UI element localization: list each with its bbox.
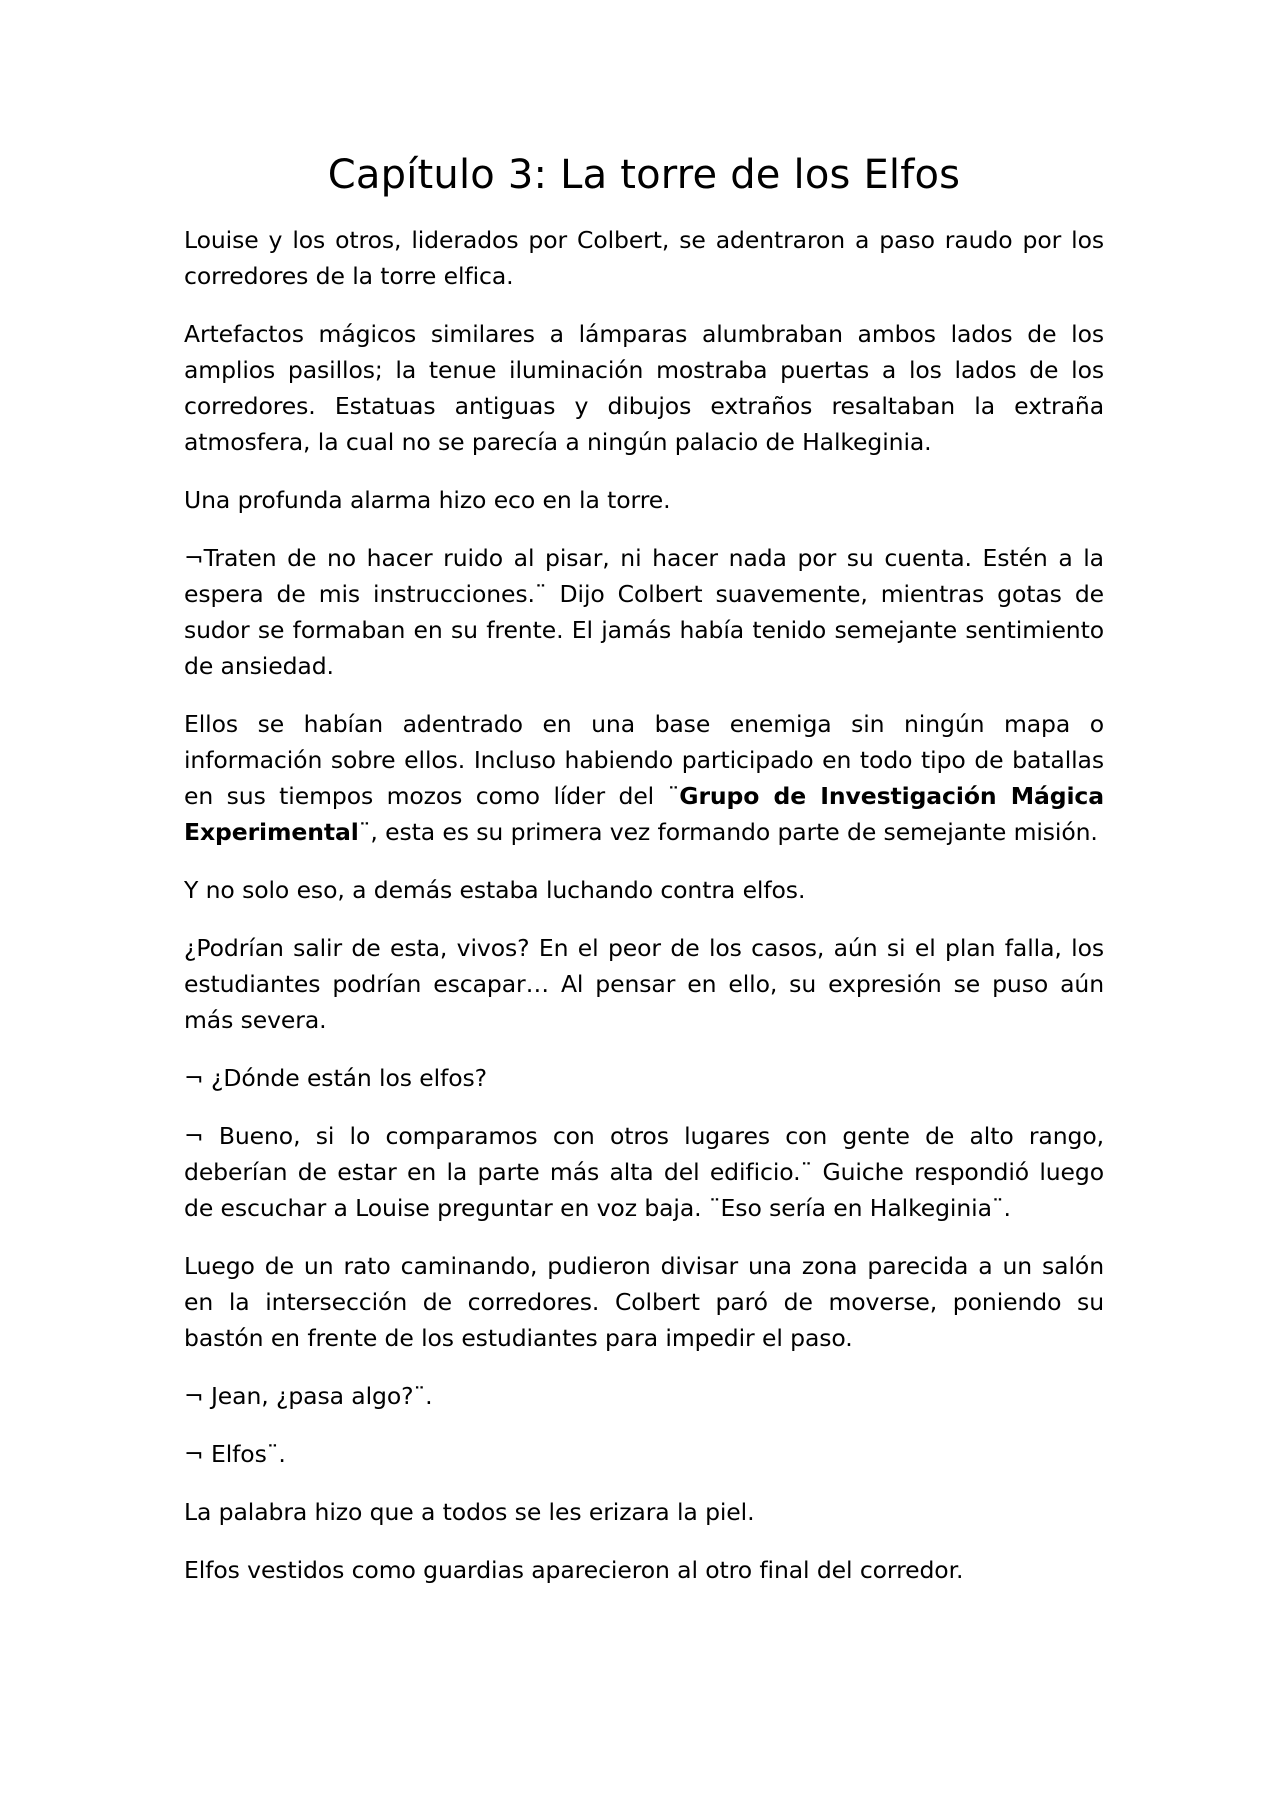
paragraph: Una profunda alarma hizo eco en la torre. xyxy=(184,486,671,514)
dialogue-line: ¬ ¿Dónde están los elfos? xyxy=(184,1064,488,1092)
dialogue-line: ¬ Jean, ¿pasa algo?¨. xyxy=(184,1382,433,1410)
dialogue-line: ¬ Bueno, si lo comparamos con otros lugares con gente de alto rango, deberían de estar en la parte más alta del edificio.¨ Guiche respondió luego de escuchar a Louise preguntar en voz baja. ¨Eso sería en Halkeginia¨. xyxy=(184,1122,1104,1222)
paragraph: Luego de un rato caminando, pudieron divisar una zona parecida a un salón en la intersección de corredores. Colbert paró de moverse, poniendo su bastón en frente de los estudiantes para impedir el paso. xyxy=(184,1252,1104,1352)
paragraph: ¬Traten de no hacer ruido al pisar, ni hacer nada por su cuenta. Estén a la espera de mis instrucciones.¨ Dijo Colbert suavemente, mientras gotas de sudor se formaban en su frente. El jamás había tenido semejante sentimiento de ansiedad. xyxy=(184,544,1104,680)
paragraph-with-emphasis xyxy=(184,706,1104,850)
paragraph-text-after: ¨, esta es su primera vez formando parte de semejante misión. xyxy=(358,818,1098,846)
paragraph: Elfos vestidos como guardias aparecieron al otro final del corredor. xyxy=(184,1556,964,1584)
paragraph-text-before: Ellos se habían adentrado en una base enemiga sin ningún mapa o información sobre ellos. Incluso habiendo participado en todo tipo de batallas en sus tiempos mozos como líder del ¨ xyxy=(184,710,1104,810)
document-page xyxy=(184,150,1104,1610)
paragraph: Louise y los otros, liderados por Colbert, se adentraron a paso raudo por los corredores de la torre elfica. xyxy=(184,226,1104,290)
paragraph: Artefactos mágicos similares a lámparas alumbraban ambos lados de los amplios pasillos; la tenue iluminación mostraba puertas a los lados de los corredores. Estatuas antiguas y dibujos extraños resaltaban la extraña atmosfera, la cual no se parecía a ningún palacio de Halkeginia. xyxy=(184,320,1104,456)
group-name-emphasis: Grupo de Investigación Mágica Experimental xyxy=(184,782,1105,846)
paragraph: La palabra hizo que a todos se les erizara la piel. xyxy=(184,1498,755,1526)
paragraph: ¿Podrían salir de esta, vivos? En el peor de los casos, aún si el plan falla, los estudiantes podrían escapar… Al pensar en ello, su expresión se puso aún más severa. xyxy=(184,934,1104,1034)
dialogue-line: ¬ Elfos¨. xyxy=(184,1440,286,1468)
chapter-title: Capítulo 3: La torre de los Elfos xyxy=(327,152,961,198)
paragraph: Y no solo eso, a demás estaba luchando contra elfos. xyxy=(184,876,806,904)
